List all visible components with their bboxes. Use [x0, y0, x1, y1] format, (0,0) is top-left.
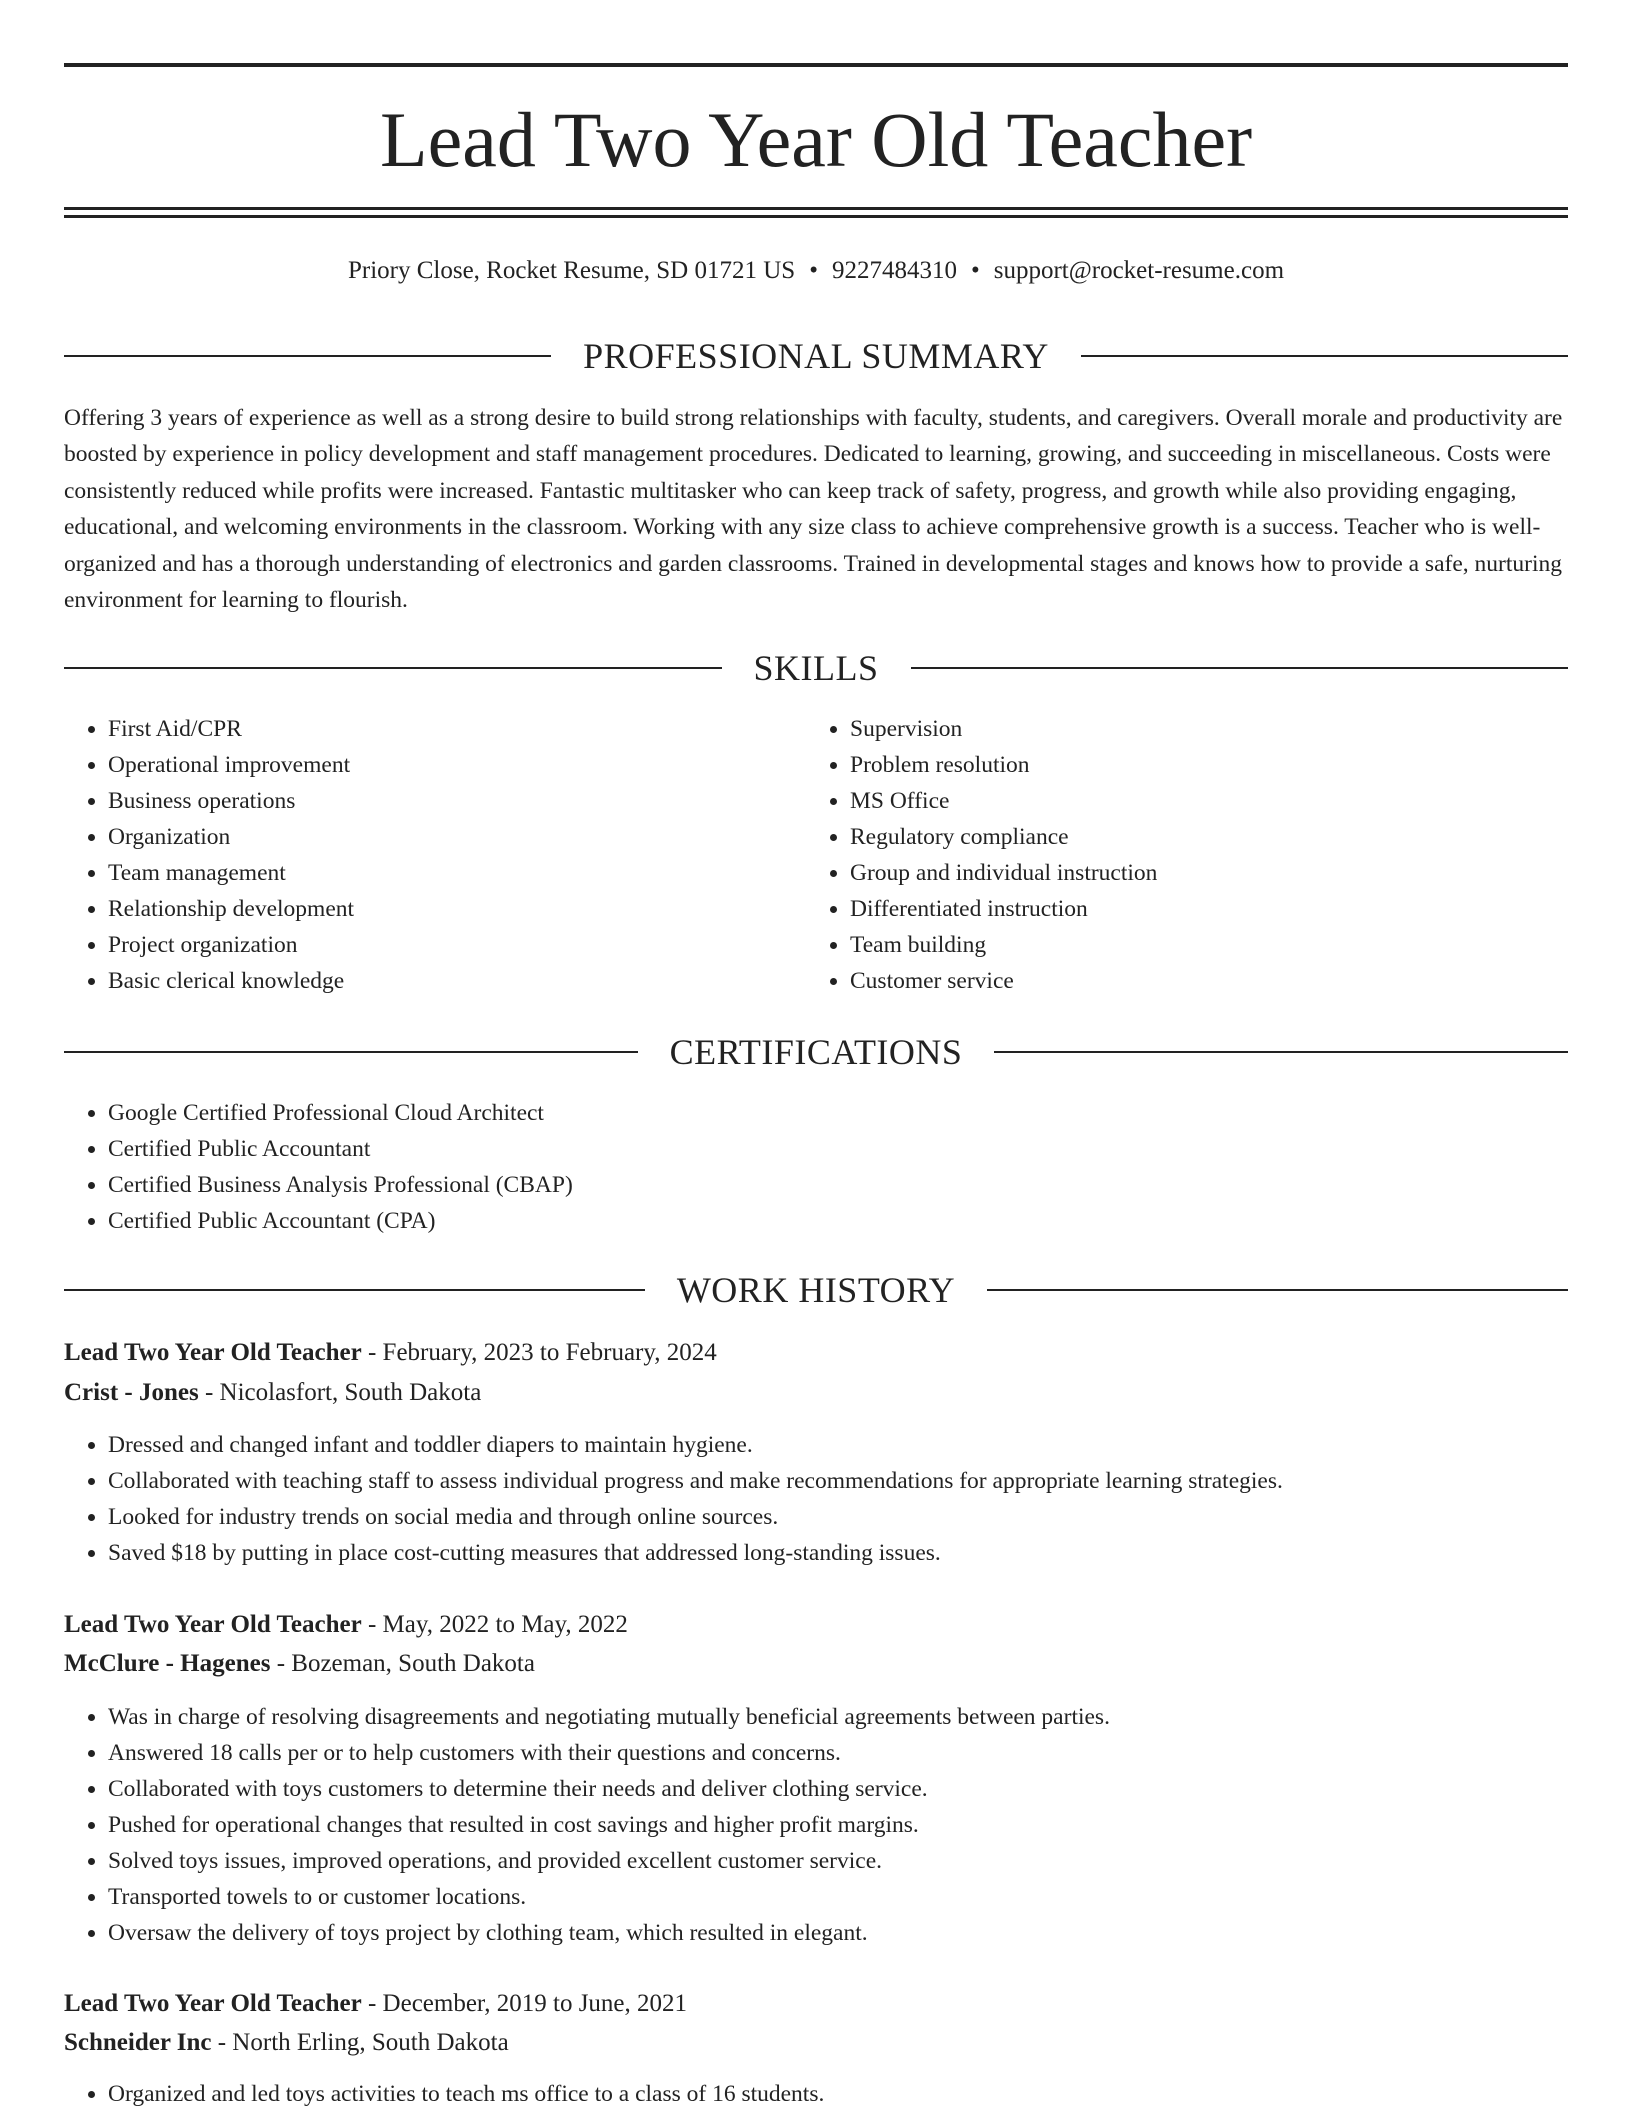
- list-item: • Basic clerical knowledge: [108, 963, 808, 999]
- skills-list-left: [64, 711, 808, 999]
- section-header-certifications: [64, 1030, 1568, 1074]
- job-bullets: [64, 1427, 1568, 1571]
- section-rule: [1081, 355, 1568, 357]
- list-item: • Collaborated with teaching staff to assess individual progress and make recommendations for appropriate learning strategies.: [108, 1463, 1568, 1499]
- section-title: WORK HISTORY: [676, 1270, 956, 1310]
- contact-phone: 9227484310: [831, 257, 957, 284]
- list-item: • Supervision: [850, 711, 1570, 747]
- title-rule-lower: [64, 215, 1568, 218]
- job-company-line: [64, 1375, 1568, 1411]
- section-title: SKILLS: [753, 648, 879, 688]
- contact-separator: •: [970, 257, 980, 284]
- list-item: • Certified Public Accountant: [108, 1131, 1568, 1167]
- job-bullets: [64, 1699, 1568, 1951]
- certifications-list: [64, 1095, 1568, 1239]
- section-header-skills: [64, 646, 1568, 690]
- section-title: PROFESSIONAL SUMMARY: [583, 336, 1049, 376]
- list-item: • Solved toys issues, improved operations, and provided excellent customer service.: [108, 1843, 1568, 1879]
- contact-line: [64, 254, 1568, 288]
- job-location: - North Erling, South Dakota: [211, 2029, 509, 2056]
- job-title-line: [64, 1335, 1568, 1371]
- list-item: • Transported towels to or customer locations.: [108, 1879, 1568, 1915]
- contact-email: support@rocket-resume.com: [993, 257, 1285, 284]
- list-item: • Google Certified Professional Cloud Architect: [108, 1095, 1568, 1131]
- job-title: Lead Two Year Old Teacher: [64, 1611, 362, 1638]
- section-rule: [911, 667, 1569, 669]
- list-item: • Certified Public Accountant (CPA): [108, 1203, 1568, 1239]
- section-rule: [64, 1289, 645, 1291]
- section-rule: [64, 355, 551, 357]
- job-dates: - February, 2023 to February, 2024: [361, 1339, 717, 1366]
- list-item: • Was in charge of resolving disagreements and negotiating mutually beneficial agreements between parties.: [108, 1699, 1568, 1735]
- section-title: CERTIFICATIONS: [669, 1032, 963, 1072]
- list-item: • Business operations: [108, 783, 808, 819]
- job-location: - Bozeman, South Dakota: [270, 1650, 535, 1677]
- list-item: • Saved $18 by putting in place cost-cutting measures that addressed long-standing issues.: [108, 1535, 1568, 1571]
- job-company: Crist - Jones: [64, 1379, 199, 1406]
- top-rule: [64, 63, 1568, 67]
- list-item: • Dressed and changed infant and toddler diapers to maintain hygiene.: [108, 1427, 1568, 1463]
- resume-title: Lead Two Year Old Teacher: [379, 96, 1253, 183]
- list-item: • Oversaw the delivery of toys project by clothing team, which resulted in elegant.: [108, 1915, 1568, 1951]
- job-title-line: [64, 1986, 1568, 2022]
- list-item: • Project organization: [108, 927, 808, 963]
- contact-separator: •: [809, 257, 818, 284]
- section-header-work-history: [64, 1268, 1568, 1312]
- list-item: • MS Office: [850, 783, 1570, 819]
- section-rule: [994, 1051, 1568, 1053]
- list-item: • Answered 18 calls per or to help customers with their questions and concerns.: [108, 1735, 1568, 1771]
- section-rule: [64, 667, 722, 669]
- skills-list-right: [806, 711, 1570, 999]
- job-location: - Nicolasfort, South Dakota: [198, 1379, 482, 1406]
- job-dates: - December, 2019 to June, 2021: [361, 1990, 688, 2017]
- title-rule-upper: [64, 207, 1568, 210]
- list-item: • Certified Business Analysis Professional (CBAP): [108, 1167, 1568, 1203]
- job-bullets: [64, 2076, 1568, 2112]
- list-item: • Looked for industry trends on social media and through online sources.: [108, 1499, 1568, 1535]
- job-dates: - May, 2022 to May, 2022: [361, 1611, 628, 1638]
- contact-address: Priory Close, Rocket Resume, SD 01721 US: [347, 257, 796, 284]
- list-item: • Team management: [108, 855, 808, 891]
- list-item: • Organization: [108, 819, 808, 855]
- list-item: • Regulatory compliance: [850, 819, 1570, 855]
- job-title: Lead Two Year Old Teacher: [64, 1990, 362, 2017]
- list-item: • Problem resolution: [850, 747, 1570, 783]
- list-item: • Organized and led toys activities to teach ms office to a class of 16 students.: [108, 2076, 1568, 2112]
- job-title: Lead Two Year Old Teacher: [64, 1339, 362, 1366]
- job-title-line: [64, 1607, 1568, 1643]
- list-item: • First Aid/CPR: [108, 711, 808, 747]
- list-item: • Relationship development: [108, 891, 808, 927]
- section-header-summary: [64, 334, 1568, 378]
- job-company: Schneider Inc: [64, 2029, 212, 2056]
- section-rule: [64, 1051, 638, 1053]
- list-item: • Team building: [850, 927, 1570, 963]
- list-item: • Operational improvement: [108, 747, 808, 783]
- summary-text: Offering 3 years of experience as well as a strong desire to build strong relationships with faculty, students, and caregivers. Overall morale and productivity are boosted by experience in policy development and staff management procedures. Dedicated to learning, growing, and succeeding in miscellaneous. Costs were consistently reduced while profits were increased. Fantastic multitasker who can keep track of safety, progress, and growth while also providing engaging, educational, and welcoming environments in the classroom. Working with any size class to achieve comprehensive growth is a success. Teacher who is well-organized and has a thorough understanding of electronics and garden classrooms. Trained in developmental stages and knows how to provide a safe, nurturing environment for learning to flourish.: [64, 405, 1563, 614]
- job-company-line: [64, 1646, 1568, 1682]
- section-rule: [987, 1289, 1568, 1291]
- job-company-line: [64, 2025, 1568, 2061]
- list-item: • Pushed for operational changes that resulted in cost savings and higher profit margins.: [108, 1807, 1568, 1843]
- list-item: • Differentiated instruction: [850, 891, 1570, 927]
- list-item: • Group and individual instruction: [850, 855, 1570, 891]
- list-item: • Customer service: [850, 963, 1570, 999]
- list-item: • Collaborated with toys customers to determine their needs and deliver clothing service.: [108, 1771, 1568, 1807]
- job-company: McClure - Hagenes: [64, 1650, 271, 1677]
